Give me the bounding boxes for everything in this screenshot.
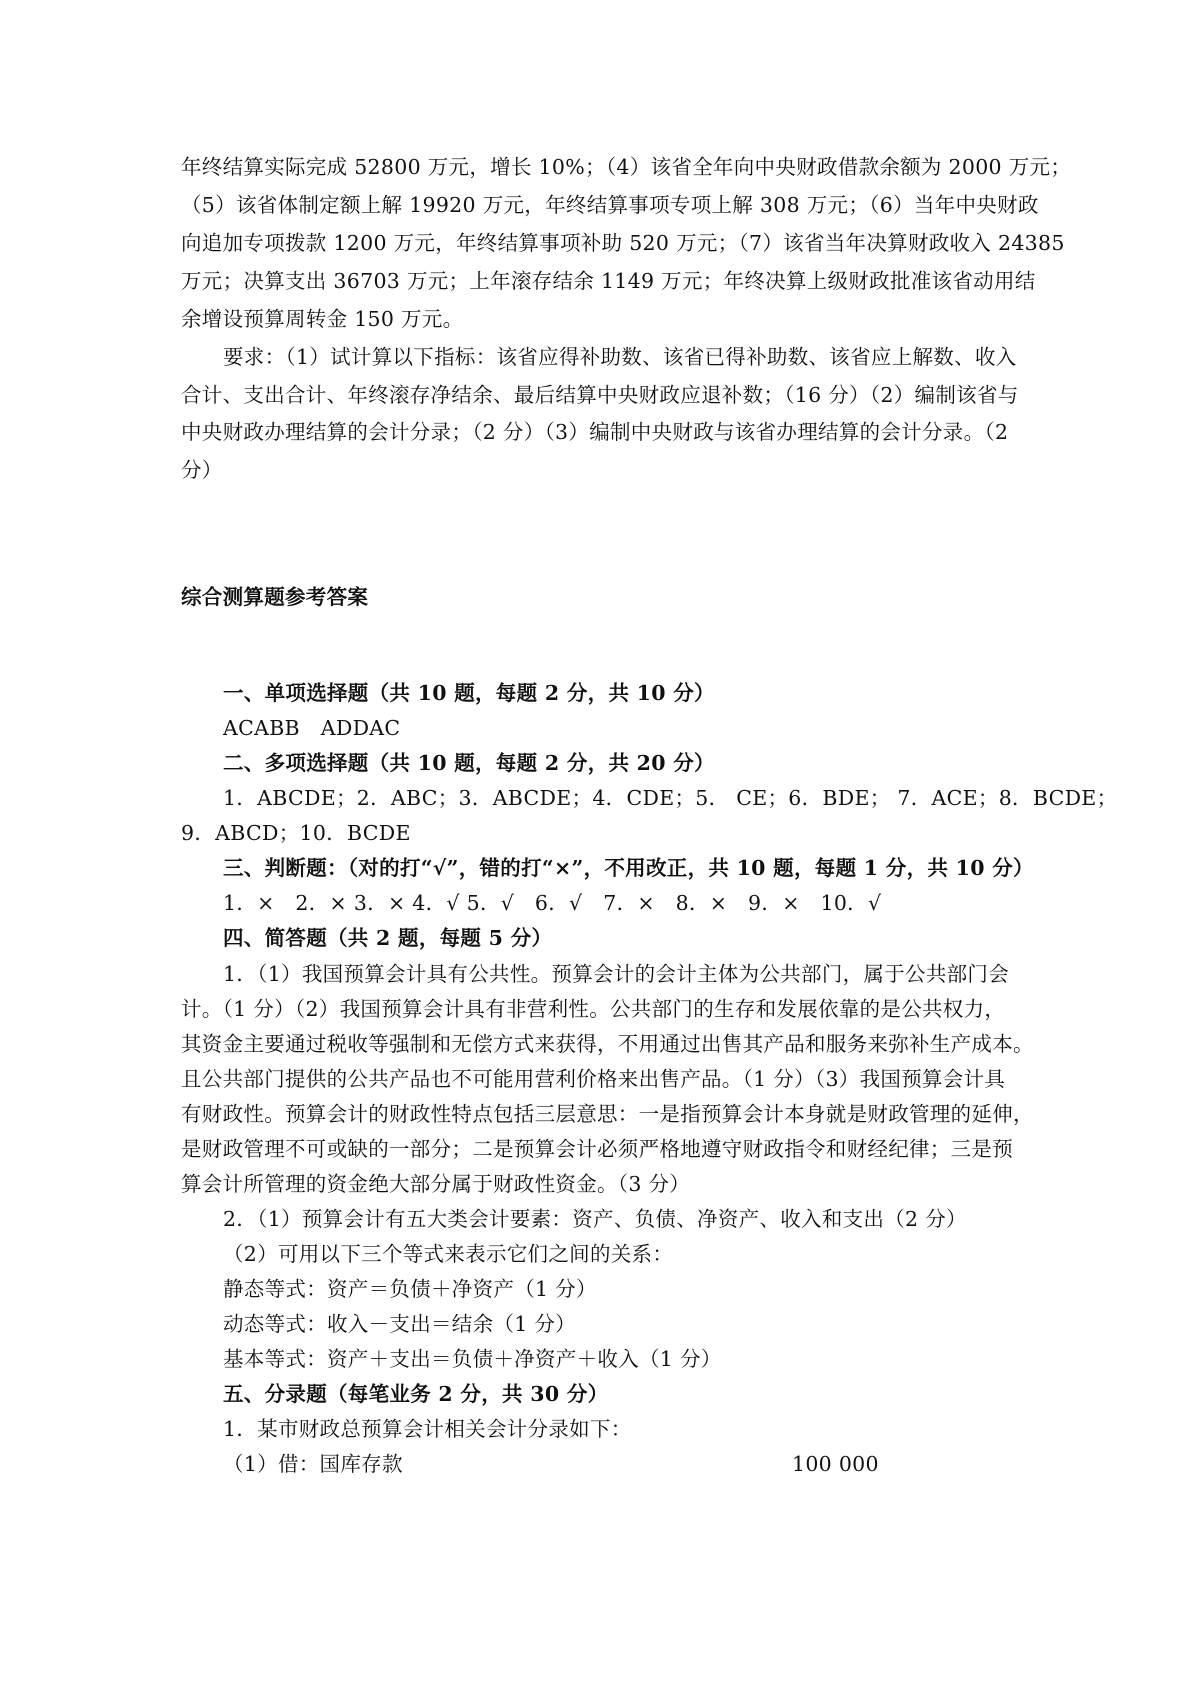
section-2-answer-line-2: 9．ABCD；10．BCDE <box>181 821 411 845</box>
section-4-line-3: 其资金主要通过税收等强制和无偿方式来获得，不用通过出售其产品和服务来弥补生产成本。 <box>181 1032 1034 1056</box>
section-5-heading: 五、分录题（每笔业务 2 分，共 30 分） <box>223 1382 609 1406</box>
dynamic-equation: 动态等式：收入－支出＝结余（1 分） <box>223 1312 576 1336</box>
section-4-line-5: 有财政性。预算会计的财政性特点包括三层意思：一是指预算会计本身就是财政管理的延伸， <box>181 1102 1034 1126</box>
static-equation: 静态等式：资产＝负债＋净资产（1 分） <box>223 1277 597 1301</box>
section-2-answer-line-1: 1．ABCDE；2．ABC；3．ABCDE；4．CDE；5． CE；6．BDE； 7．ACE；8．BCDE； <box>223 786 1118 810</box>
section-4-line-6: 是财政管理不可或缺的一部分；二是预算会计必须严格地遵守财政指令和财经纪律；三是预 <box>181 1137 1013 1161</box>
section-4-line-2: 计。（1 分）（2）我国预算会计具有非营利性。公共部门的生存和发展依靠的是公共权力， <box>181 997 1006 1021</box>
journal-entry-1 <box>223 1450 1053 1478</box>
requirement-line-2: 合计、支出合计、年终滚存净结余、最后结算中央财政应退补数；（16 分）（2）编制该省与 <box>181 383 1019 407</box>
answers-title: 综合测算题参考答案 <box>181 585 369 609</box>
section-4-line-7: 算会计所管理的资金绝大部分属于财政性资金。（3 分） <box>181 1172 691 1196</box>
section-2-heading: 二、多项选择题（共 10 题，每题 2 分，共 20 分） <box>223 751 715 775</box>
section-5-intro: 1．某市财政总预算会计相关会计分录如下： <box>223 1417 632 1441</box>
problem-line-3: 向追加专项拨款 1200 万元，年终结算事项补助 520 万元；（7）该省当年决算财政收入 24385 <box>181 231 1065 255</box>
problem-line-4: 万元；决算支出 36703 万元；上年滚存结余 1149 万元；年终决算上级财政批准该省动用结 <box>181 269 1036 293</box>
journal-entry-amount: 100 000 <box>792 1452 879 1476</box>
requirement-line-3: 中央财政办理结算的会计分录；（2 分）（3）编制中央财政与该省办理结算的会计分录。（2 <box>181 420 1009 444</box>
problem-line-2: （5）该省体制定额上解 19920 万元，年终结算事项专项上解 308 万元；（6）当年中央财政 <box>181 193 1039 217</box>
section-4-line-1: 1．（1）我国预算会计具有公共性。预算会计的会计主体为公共部门，属于公共部门会 <box>223 962 1010 986</box>
problem-line-1: 年终结算实际完成 52800 万元，增长 10%；（4）该省全年向中央财政借款余额为 2000 万元； <box>181 155 1072 179</box>
section-1-heading: 一、单项选择题（共 10 题，每题 2 分，共 10 分） <box>223 681 715 705</box>
section-1-answer: ACABB ADDAC <box>223 716 401 740</box>
requirement-line-4: 分） <box>181 458 223 482</box>
section-4-line-4: 且公共部门提供的公共产品也不可能用营利价格来出售产品。（1 分）（3）我国预算会计具 <box>181 1067 1006 1091</box>
section-3-answer: 1．× 2．× 3．× 4．√ 5．√ 6．√ 7．× 8．× 9．× 10．√ <box>223 891 882 915</box>
section-3-heading: 三、判断题：（对的打“√”，错的打“×”，不用改正，共 10 题，每题 1 分，共 10 分） <box>223 856 1034 880</box>
section-4-q2-line-1: 2．（1）预算会计有五大类会计要素：资产、负债、净资产、收入和支出（2 分） <box>223 1207 967 1231</box>
basic-equation: 基本等式：资产＋支出＝负债＋净资产＋收入（1 分） <box>223 1347 722 1371</box>
section-4-q2-line-2: （2）可用以下三个等式来表示它们之间的关系： <box>223 1242 674 1266</box>
requirement-line-1: 要求：（1）试计算以下指标：该省应得补助数、该省已得补助数、该省应上解数、收入 <box>223 345 1017 369</box>
problem-line-5: 余增设预算周转金 150 万元。 <box>181 307 464 331</box>
journal-entry-debit-label: （1）借：国库存款 <box>223 1452 403 1476</box>
section-4-heading: 四、简答题（共 2 题，每题 5 分） <box>223 926 553 950</box>
